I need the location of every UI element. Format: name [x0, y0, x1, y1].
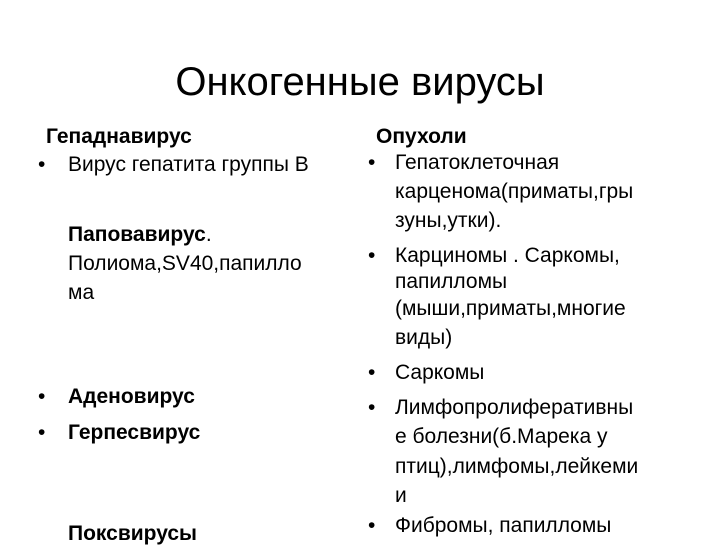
adenovirus-item: Аденовирус — [68, 385, 195, 408]
poxvirus-item: Поксвирусы — [68, 522, 197, 545]
bullet: • — [368, 361, 376, 384]
tumor-item-1-line-2: карценома(приматы,гры — [395, 180, 634, 203]
tumor-item-1-line-1: Гепатоклеточная — [395, 151, 560, 174]
papovavirus-dot: . — [205, 223, 212, 246]
papovavirus-details-line-2: ма — [68, 281, 95, 304]
tumor-item-5-line-1: Фибромы, папилломы — [395, 514, 612, 537]
tumor-item-4-line-4: и — [395, 484, 407, 507]
tumor-item-3-line-1: Саркомы — [395, 361, 485, 384]
papovavirus-label — [68, 223, 212, 247]
tumor-item-2-line-4: виды) — [395, 326, 453, 349]
bullet: • — [38, 385, 46, 408]
herpesvirus-item: Герпесвирус — [68, 421, 201, 444]
tumor-item-2-line-3: (мыши,приматы,многие — [395, 297, 626, 320]
tumor-item-2-line-1: Карциномы . Саркомы, — [395, 244, 620, 267]
bullet: • — [38, 153, 46, 176]
bullet: • — [368, 244, 376, 267]
tumor-item-4-line-2: е болезни(б.Марека у — [395, 425, 608, 448]
left-column-header: Гепаднавирус — [46, 125, 192, 148]
right-column-header: Опухоли — [376, 125, 467, 148]
slide-title: Онкогенные вирусы — [175, 60, 545, 104]
tumor-item-2-line-2: папилломы — [395, 270, 508, 293]
hepatitis-virus-item: Вирус гепатита группы В — [68, 153, 309, 176]
papovavirus-name: Паповавирус — [68, 223, 206, 246]
tumor-item-1-line-3: зуны,утки). — [395, 209, 502, 232]
bullet: • — [368, 514, 376, 537]
bullet: • — [38, 421, 46, 444]
bullet: • — [368, 396, 376, 419]
tumor-item-4-line-3: птиц),лимфомы,лейкеми — [395, 455, 639, 478]
bullet: • — [368, 151, 376, 174]
tumor-item-4-line-1: Лимфопролиферативны — [395, 396, 634, 419]
papovavirus-details-line-1: Полиома,SV40,папилло — [68, 252, 302, 275]
